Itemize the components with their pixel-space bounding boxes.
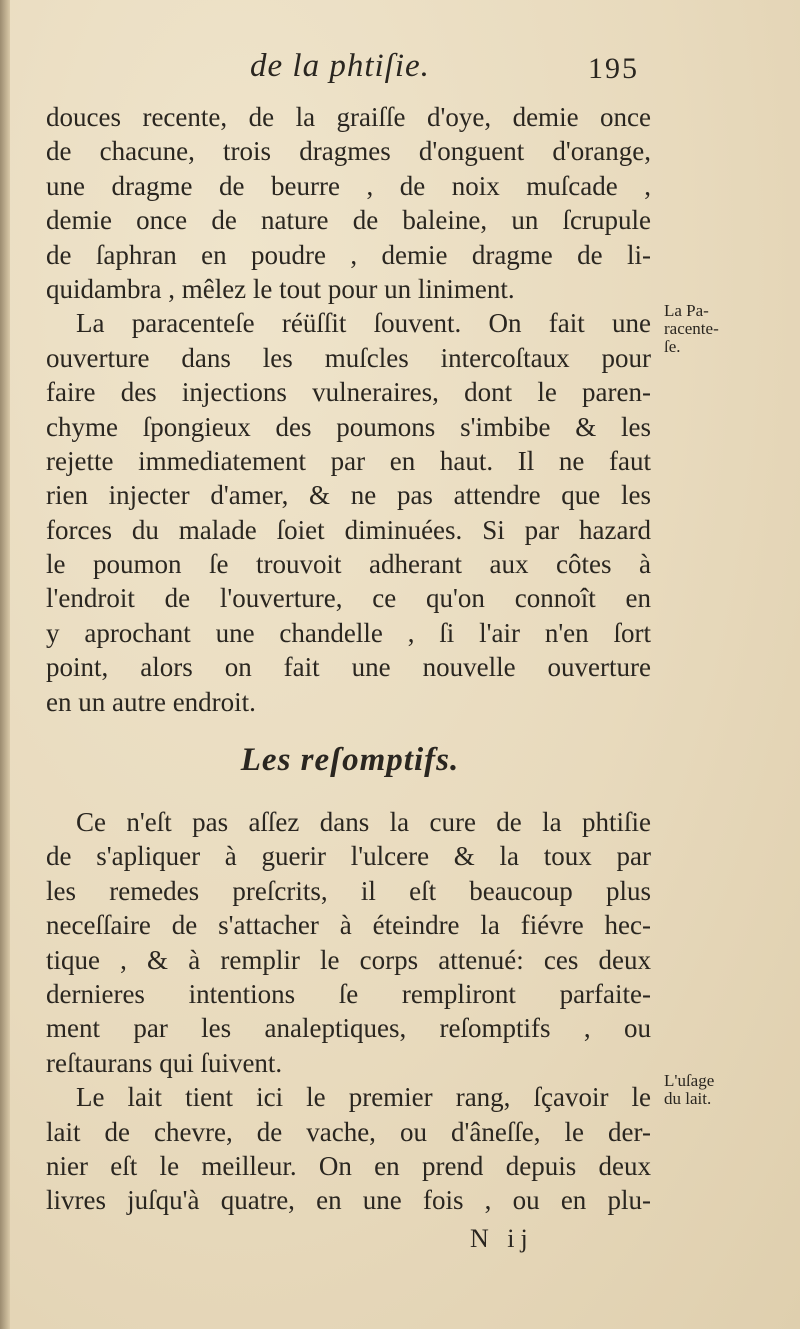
text-line: les remedes preſcrits, il eſt beaucoup plus — [46, 875, 651, 906]
margin-note-usage-lait — [664, 1072, 774, 1108]
catchword-signature: N ij — [470, 1224, 534, 1253]
text-line: lait de chevre, de vache, ou d'âneſſe, le der- — [46, 1116, 651, 1147]
margin-note-line: du lait. — [664, 1089, 712, 1108]
margin-note-line: ſe. — [664, 337, 681, 356]
text-line: tique , & à remplir le corps attenué: ces deux — [46, 944, 651, 975]
margin-note-line: L'uſage — [664, 1071, 715, 1090]
text-line: reſtaurans qui ſuivent. — [46, 1047, 283, 1078]
text-line: faire des injections vulneraires, dont le paren- — [46, 377, 651, 408]
text-line: Le lait tient ici le premier rang, ſçavoir le — [76, 1082, 651, 1113]
text-line: de s'apliquer à guerir l'ulcere & la toux par — [46, 841, 651, 872]
text-line: rejette immediatement par en haut. Il ne faut — [46, 445, 651, 476]
text-line: douces recente, de la graiſſe d'oye, demie once — [46, 102, 651, 132]
text-line: de chacune, trois dragmes d'onguent d'orange, — [46, 136, 651, 167]
text-line: une dragme de beurre , de noix muſcade , — [46, 170, 651, 201]
text-line: en un autre endroit. — [46, 686, 256, 717]
text-line: de ſaphran en poudre , demie dragme de li- — [46, 239, 651, 270]
page-header — [0, 48, 800, 92]
text-line: La paracenteſe réüſſit ſouvent. On fait une — [76, 308, 651, 339]
page-number: 195 — [588, 52, 639, 85]
margin-note-line: racente- — [664, 319, 719, 338]
margin-note-paracentese — [664, 302, 774, 356]
text-line: l'endroit de l'ouverture, ce qu'on connoît en — [46, 583, 651, 614]
page-gutter — [0, 0, 10, 1329]
text-line: y aprochant une chandelle , ſi l'air n'en ſort — [46, 617, 651, 648]
text-line: forces du malade ſoiet diminuées. Si par hazard — [46, 514, 651, 545]
paragraph-paracentese — [46, 100, 651, 719]
running-head: de la phtiſie. — [250, 48, 430, 84]
text-line: demie once de nature de baleine, un ſcrupule — [46, 205, 651, 236]
section-heading: Les reſomptifs. — [240, 742, 460, 778]
text-line: neceſſaire de s'attacher à éteindre la fiévre hec- — [46, 910, 651, 941]
text-line: ouverture dans les muſcles intercoſtaux pour — [46, 342, 651, 373]
text-line: dernieres intentions ſe rempliront parfaite- — [46, 978, 651, 1009]
text-line: ment par les analeptiques, reſomptifs , ou — [46, 1013, 651, 1044]
text-line: rien injecter d'amer, & ne pas attendre que les — [46, 480, 651, 511]
text-line: le poumon ſe trouvoit adherant aux côtes à — [46, 549, 651, 580]
text-line: nier eſt le meilleur. On en prend depuis deux — [46, 1150, 651, 1181]
text-line: Ce n'eſt pas aſſez dans la cure de la phtiſie — [76, 807, 651, 837]
text-line: point, alors on fait une nouvelle ouverture — [46, 652, 651, 683]
text-line: chyme ſpongieux des poumons s'imbibe & les — [46, 411, 651, 442]
text-line: livres juſqu'à quatre, en une fois , ou en plu- — [46, 1185, 651, 1216]
margin-note-line: La Pa- — [664, 301, 709, 320]
paragraph-resomptifs — [46, 805, 651, 1218]
text-line: quidambra , mêlez le tout pour un liniment. — [46, 273, 515, 304]
